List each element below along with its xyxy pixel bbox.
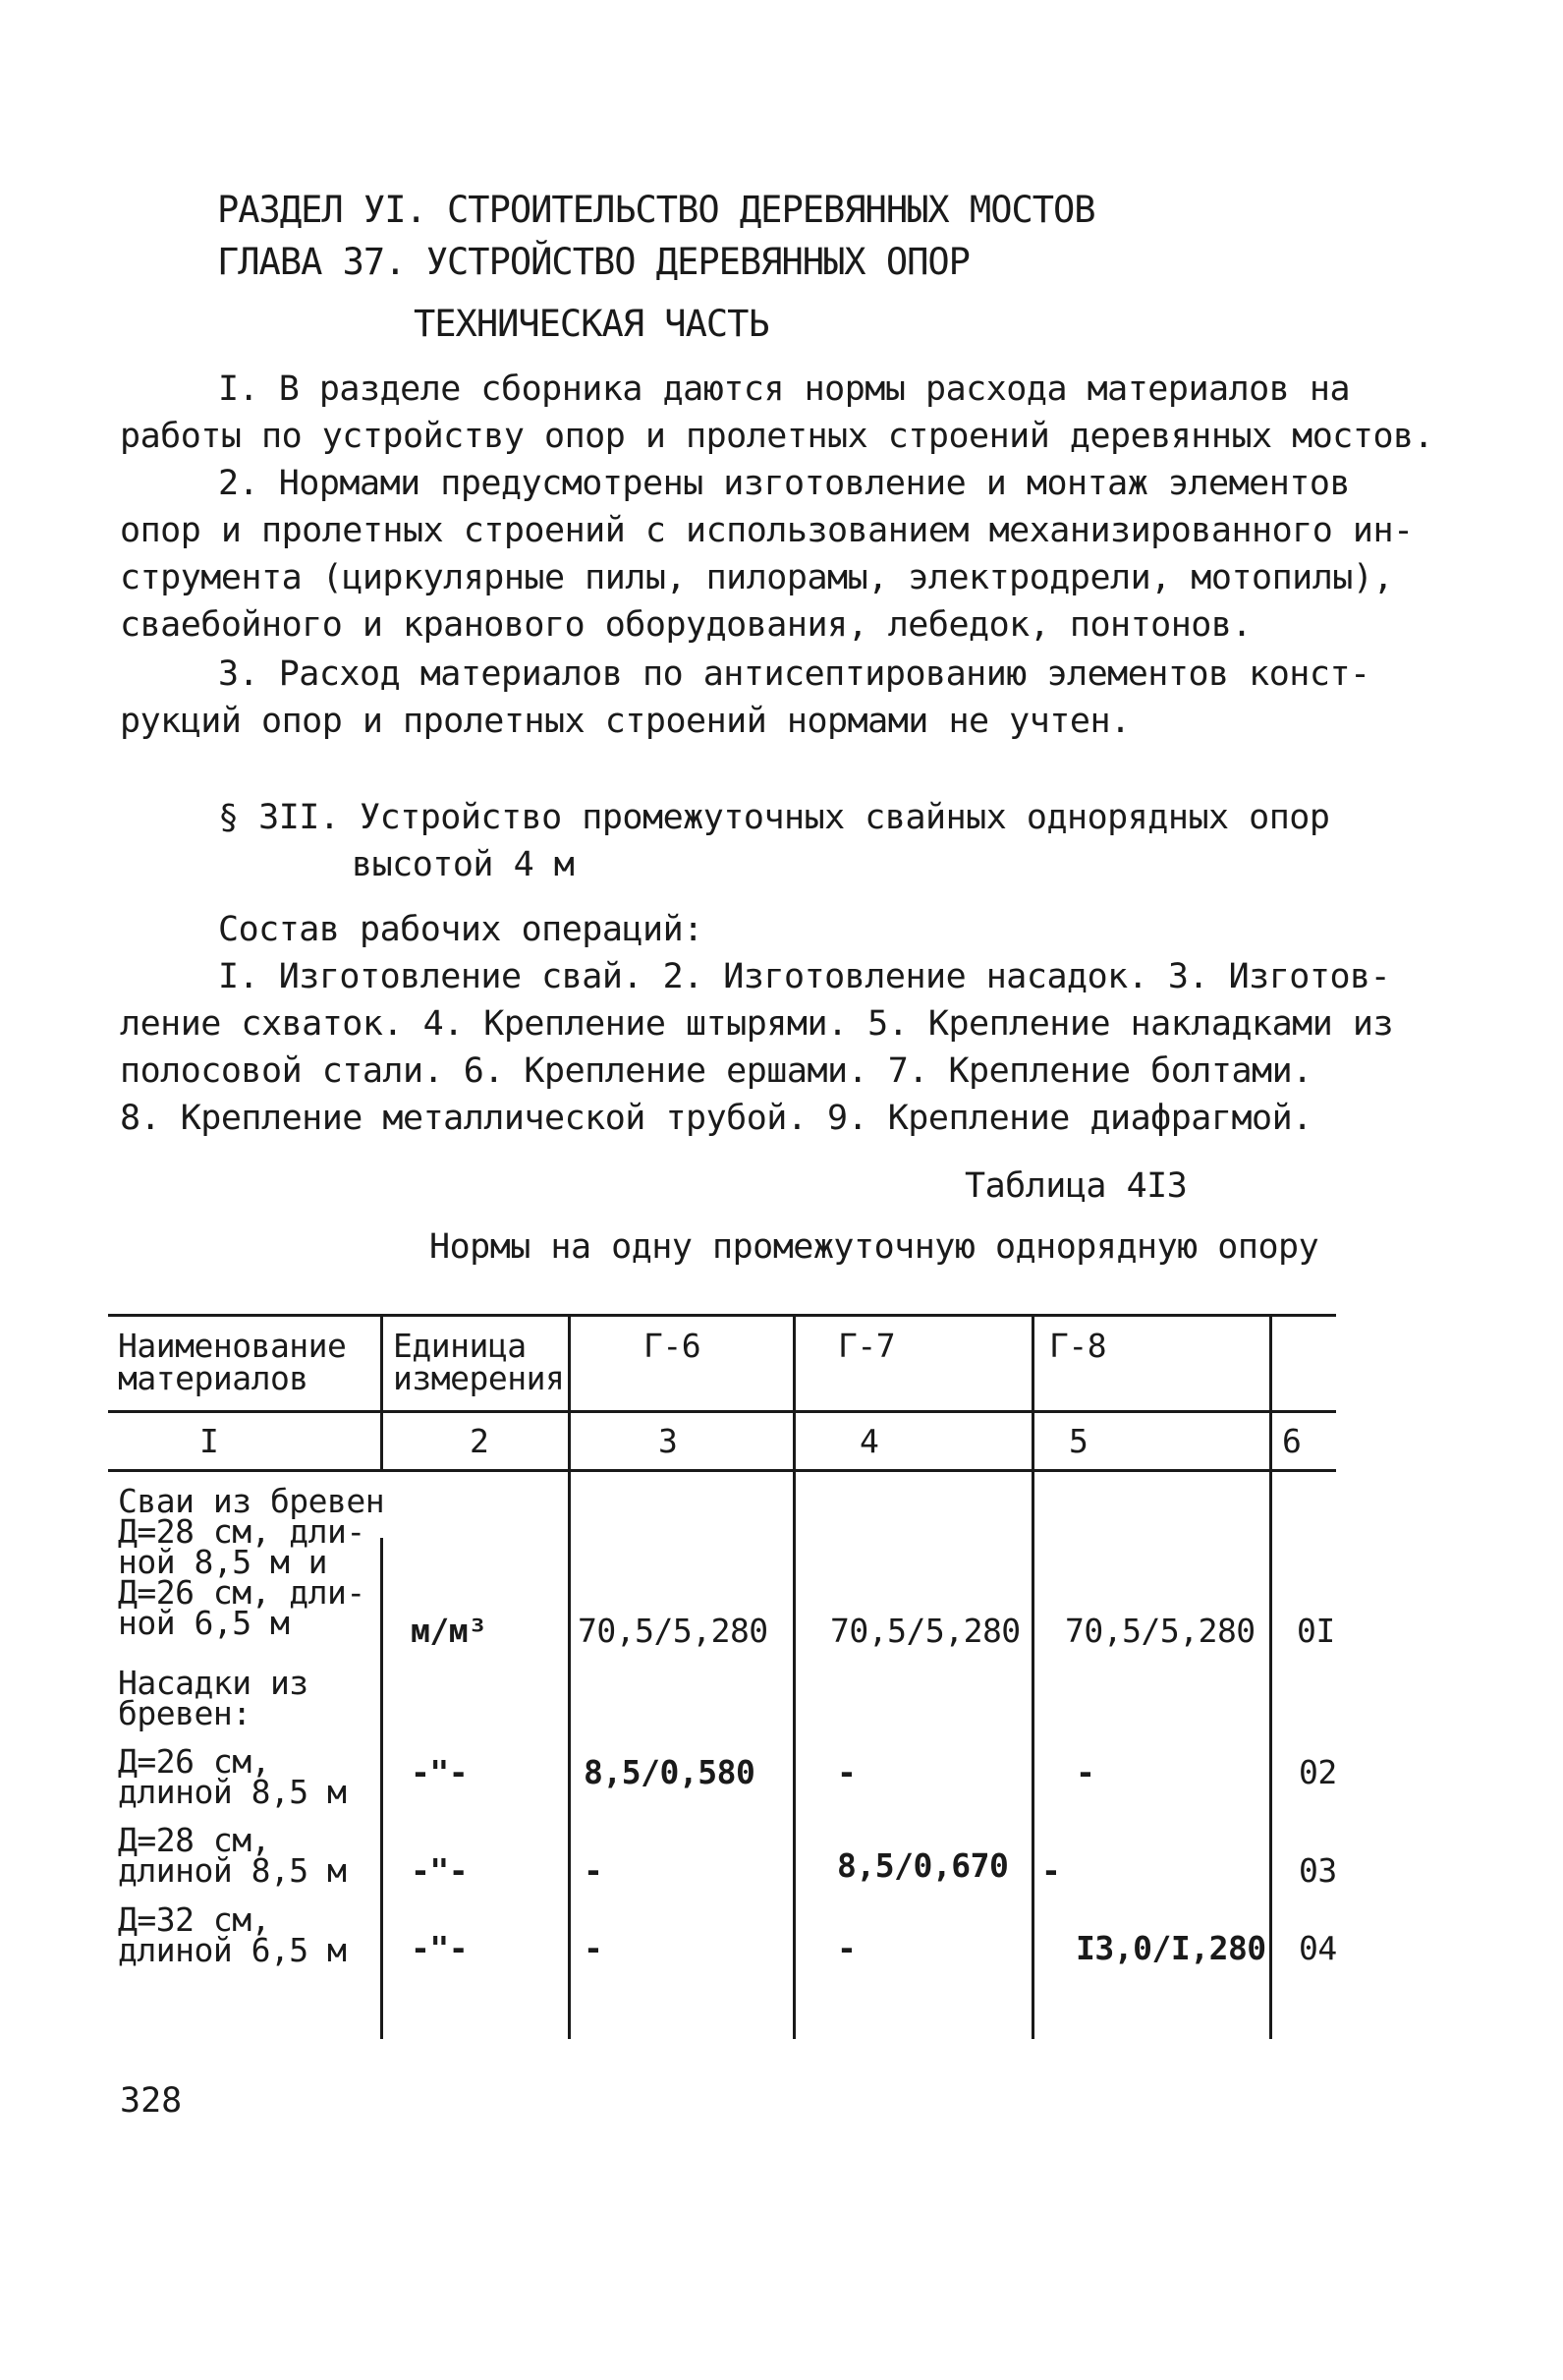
section-title: РАЗДЕЛ УI. СТРОИТЕЛЬСТВО ДЕРЕВЯННЫХ МОСТОВ: [217, 189, 1095, 231]
table-number-cell: 5: [1069, 1422, 1089, 1460]
paragraph-1-line: работы по устройству опор и пролетных строений деревянных мостов.: [120, 417, 1434, 456]
table-row-code: 03: [1299, 1851, 1337, 1890]
table-row-name: Д=28 см, длиной 8,5 м: [118, 1821, 347, 1890]
paragraph-2-line: опор и пролетных строений с использованием механизированного ин-: [120, 511, 1414, 550]
table-header-cell: Г-6: [643, 1327, 701, 1365]
paragraph-1-line: I. В разделе сборника даются нормы расхода материалов на: [218, 369, 1351, 409]
table-row-value: -: [1041, 1851, 1061, 1890]
table-col-rule: [1269, 1314, 1272, 2039]
table-row-code: 0I: [1297, 1612, 1335, 1650]
paragraph-2-line: сваебойного и кранового оборудования, лебедок, понтонов.: [120, 605, 1253, 645]
paragraph-section-line: § 3II. Устройство промежуточных свайных однорядных опор: [218, 798, 1330, 837]
table-row-name: Д=32 см, длиной 6,5 м: [118, 1900, 347, 1969]
table-col-rule: [1032, 1314, 1034, 2039]
table-header-cell: Наименование материалов: [118, 1327, 347, 1397]
table-row-name: Сваи из бревен Д=28 см, дли- ной 8,5 м и Д=26 см, дли- ной 6,5 м: [118, 1482, 385, 1642]
table-row-name: Д=26 см, длиной 8,5 м: [118, 1742, 347, 1811]
table-row-value: -: [584, 1929, 603, 1967]
operations-list: [120, 953, 1394, 1142]
paragraph-2-line: 2. Нормами предусмотрены изготовление и монтаж элементов: [218, 464, 1351, 503]
operations-line: 8. Крепление металлической трубой. 9. Крепление диафрагмой.: [120, 1099, 1312, 1138]
table-row-name: Насадки из бревен:: [118, 1664, 308, 1732]
paragraph-section-line: высотой 4 м: [352, 845, 575, 884]
paragraph-3-line: рукций опор и пролетных строений нормами не учтен.: [120, 702, 1131, 741]
paragraph-section-title: [120, 794, 1377, 888]
table-row-code: 04: [1299, 1929, 1337, 1967]
paragraph-2-line: струмента (циркулярные пилы, пилорамы, электродрели, мотопилы),: [120, 558, 1394, 597]
operations-line: I. Изготовление свай. 2. Изготовление насадок. 3. Изготов-: [218, 957, 1391, 996]
table-number-cell: I: [199, 1422, 219, 1460]
table-col-rule: [380, 1314, 383, 1412]
table-col-rule: [793, 1314, 796, 2039]
table-top-rule: [108, 1314, 1336, 1317]
table-row-code: 02: [1299, 1753, 1337, 1791]
operations-line: полосовой стали. 6. Крепление ершами. 7. Крепление болтами.: [120, 1051, 1312, 1091]
table-header-cell: Г-8: [1049, 1327, 1107, 1365]
table-row-value: -: [584, 1851, 603, 1890]
table-row-value: -: [837, 1929, 857, 1967]
table-header-rule: [108, 1410, 1336, 1413]
table-row-value: 70,5/5,280: [830, 1612, 1021, 1650]
table-row-value: 8,5/0,670: [837, 1846, 1009, 1885]
norms-table: [108, 1302, 1336, 2029]
table-number-cell: 2: [470, 1422, 489, 1460]
paragraph-3: [120, 651, 1377, 745]
table-row-unit: -"-: [411, 1929, 469, 1967]
table-col-rule: [380, 1412, 383, 1471]
operations-title: Состав рабочих операций:: [218, 910, 703, 949]
page-number: 328: [120, 2081, 183, 2121]
table-row-unit: -"-: [411, 1753, 469, 1791]
table-header-cell: Г-7: [838, 1327, 896, 1365]
table-row-value: 70,5/5,280: [578, 1612, 768, 1650]
chapter-title: ГЛАВА 37. УСТРОЙСТВО ДЕРЕВЯННЫХ ОПОР: [217, 241, 970, 283]
table-row-value: I3,0/I,280: [1076, 1929, 1266, 1967]
table-number-rule: [108, 1469, 1336, 1472]
table-caption: Нормы на одну промежуточную однорядную опору: [429, 1227, 1319, 1267]
paragraph-3-line: 3. Расход материалов по антисептированию элементов конст-: [218, 654, 1370, 694]
table-row-value: -: [1076, 1753, 1095, 1791]
table-row-value: 8,5/0,580: [584, 1753, 755, 1791]
paragraph-2: [120, 460, 1414, 649]
paragraph-1: [120, 366, 1434, 460]
operations-line: ление схваток. 4. Крепление штырями. 5. Крепление накладками из: [120, 1004, 1394, 1044]
table-number-cell: 4: [860, 1422, 879, 1460]
table-row-value: 70,5/5,280: [1065, 1612, 1256, 1650]
table-row-unit: м/м³: [411, 1612, 487, 1650]
table-header-cell: Единица измерения: [393, 1327, 565, 1397]
table-row-unit: -"-: [411, 1851, 469, 1890]
table-row-value: -: [837, 1753, 857, 1791]
table-col-rule: [568, 1314, 571, 2039]
table-number-cell: 6: [1282, 1422, 1302, 1460]
technical-part-title: ТЕХНИЧЕСКАЯ ЧАСТЬ: [414, 303, 769, 345]
table-label: Таблица 4I3: [965, 1166, 1188, 1206]
table-number-cell: 3: [658, 1422, 678, 1460]
